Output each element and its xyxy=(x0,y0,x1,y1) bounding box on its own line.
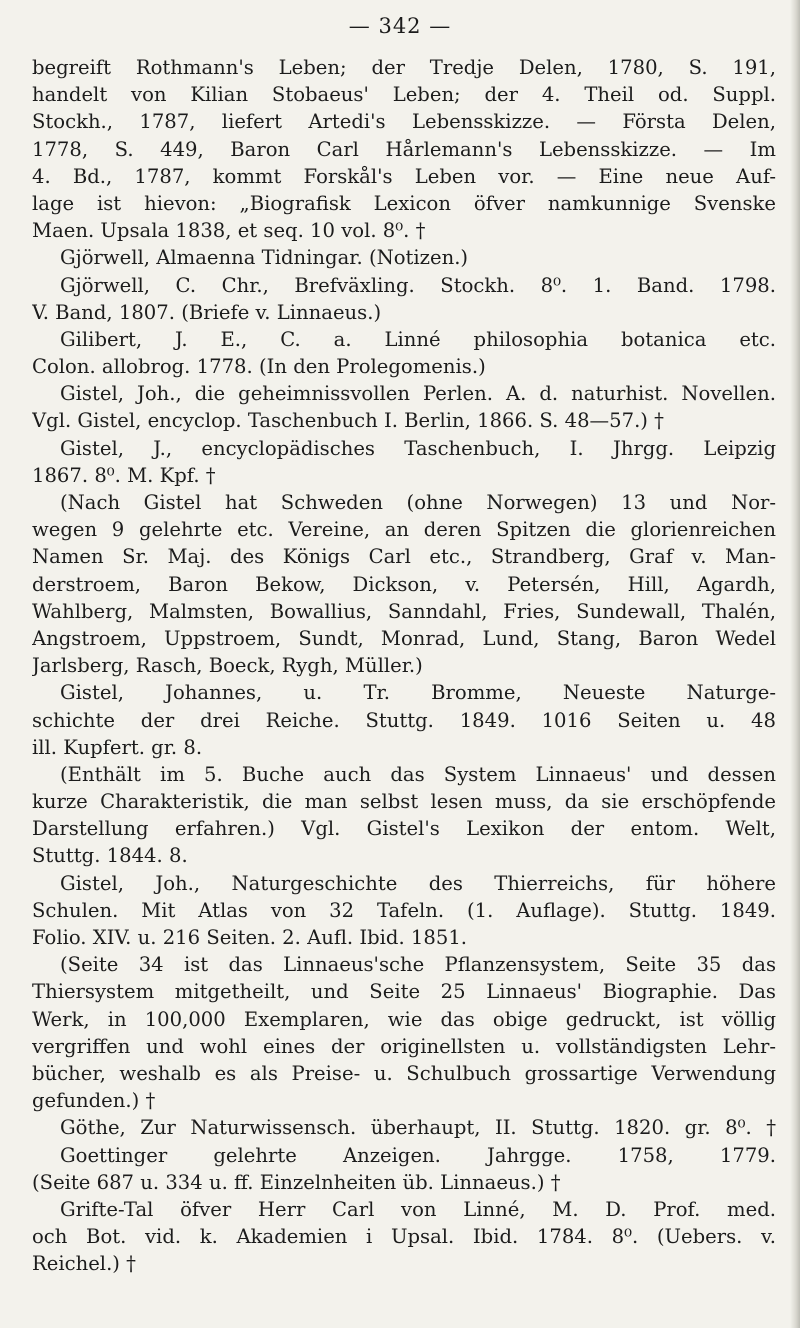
text-line: Colon. allobrog. 1778. (In den Prolegomenis.) xyxy=(32,355,486,379)
text-line: Jarlsberg, Rasch, Boeck, Rygh, Müller.) xyxy=(32,654,423,678)
text-line: Vgl. Gistel, encyclop. Taschenbuch I. Berlin, 1866. S. 48—57.) † xyxy=(32,409,664,433)
text-line: vergriffen und wohl eines der originellsten u. vollständigsten Lehr- xyxy=(32,1034,776,1058)
text-line: Maen. Upsala 1838, et seq. 10 vol. 8⁰. † xyxy=(32,219,426,243)
page-edge-shadow xyxy=(790,0,800,1328)
text-line: 1778, S. 449, Baron Carl Hårlemann's Lebensskizze. — Im xyxy=(32,137,776,161)
text-line: Darstellung erfahren.) Vgl. Gistel's Lexikon der entom. Welt, xyxy=(32,817,776,841)
text-line: begreift Rothmann's Leben; der Tredje Delen, 1780, S. 191, xyxy=(32,56,776,79)
text-line: Gistel, Johannes, u. Tr. Bromme, Neueste Naturge- xyxy=(60,681,776,705)
text-line: Gistel, J., encyclopädisches Taschenbuch, I. Jhrgg. Leipzig xyxy=(60,436,776,460)
text-line: (Nach Gistel hat Schweden (ohne Norwegen) 13 und Nor- xyxy=(60,491,776,514)
text-line: Folio. XIV. u. 216 Seiten. 2. Aufl. Ibid. 1851. xyxy=(32,926,468,949)
text-line: handelt von Kilian Stobaeus' Leben; der 4. Theil od. Suppl. xyxy=(32,83,776,107)
text-line: Stuttg. 1844. 8. xyxy=(32,844,188,868)
text-line: Goettinger gelehrte Anzeigen. Jahrgge. 1758, 1779. xyxy=(60,1143,776,1167)
text-line: wegen 9 gelehrte etc. Vereine, an deren Spitzen die glorienreichen xyxy=(32,518,776,542)
text-line: Angstroem, Uppstroem, Sundt, Monrad, Lund, Stang, Baron Wedel xyxy=(32,626,776,650)
text-line: och Bot. vid. k. Akademien i Upsal. Ibid. 1784. 8⁰. (Uebers. v. xyxy=(32,1225,776,1249)
text-line: Reichel.) † xyxy=(32,1252,136,1276)
text-line: Gjörwell, C. Chr., Brefväxling. Stockh. 8⁰. 1. Band. 1798. xyxy=(60,273,776,297)
text-line: derstroem, Baron Bekow, Dickson, v. Petersén, Hill, Agardh, xyxy=(32,572,776,596)
text-line: (Seite 34 ist das Linnaeus'sche Pflanzensystem, Seite 35 das xyxy=(60,953,776,977)
text-line: Werk, in 100,000 Exemplaren, wie das obige gedruckt, ist völlig xyxy=(32,1007,776,1031)
text-line: Göthe, Zur Naturwissensch. überhaupt, II. Stuttg. 1820. gr. 8⁰. † xyxy=(60,1116,776,1140)
text-line: Gistel, Joh., Naturgeschichte des Thierreichs, für höhere xyxy=(60,871,776,895)
text-line: (Seite 687 u. 334 u. ff. Einzelnheiten üb. Linnaeus.) † xyxy=(32,1170,561,1194)
text-line: Schulen. Mit Atlas von 32 Tafeln. (1. Auflage). Stuttg. 1849. xyxy=(32,898,776,922)
text-line: Stockh., 1787, liefert Artedi's Lebensskizze. — Första Delen, xyxy=(32,110,776,134)
body-text xyxy=(32,54,776,1277)
text-line: Gjörwell, Almaenna Tidningar. (Notizen.) xyxy=(60,246,469,270)
text-line: V. Band, 1807. (Briefe v. Linnaeus.) xyxy=(32,300,382,324)
text-line: bücher, weshalb es als Preise- u. Schulbuch grossartige Verwendung xyxy=(32,1061,776,1085)
text-line: schichte der drei Reiche. Stuttg. 1849. 1016 Seiten u. 48 xyxy=(32,708,776,732)
text-line: lage ist hievon: „Biografisk Lexicon öfver namkunnige Svenske xyxy=(32,191,776,215)
text-line: Grifte-Tal öfver Herr Carl von Linné, M. D. Prof. med. xyxy=(60,1197,776,1221)
text-line: Thiersystem mitgetheilt, und Seite 25 Linnaeus' Biographie. Das xyxy=(32,980,776,1004)
text-line: Gilibert, J. E., C. a. Linné philosophia botanica etc. xyxy=(60,327,776,351)
text-line: gefunden.) † xyxy=(32,1089,156,1113)
text-line: Wahlberg, Malmsten, Bowallius, Sanndahl, Fries, Sundewall, Thalén, xyxy=(32,599,776,623)
text-line: Gistel, Joh., die geheimnissvollen Perlen. A. d. naturhist. Novellen. xyxy=(60,382,776,406)
text-line: Namen Sr. Maj. des Königs Carl etc., Strandberg, Graf v. Man- xyxy=(32,545,776,569)
page-number: — 342 — xyxy=(348,14,452,38)
text-line: 4. Bd., 1787, kommt Forskål's Leben vor. — Eine neue Auf- xyxy=(32,164,776,188)
text-line: ill. Kupfert. gr. 8. xyxy=(32,735,203,759)
text-line: (Enthält im 5. Buche auch das System Linnaeus' und dessen xyxy=(60,762,776,786)
text-line: 1867. 8⁰. M. Kpf. † xyxy=(32,463,216,487)
text-line: kurze Charakteristik, die man selbst lesen muss, da sie erschöpfende xyxy=(32,790,776,814)
